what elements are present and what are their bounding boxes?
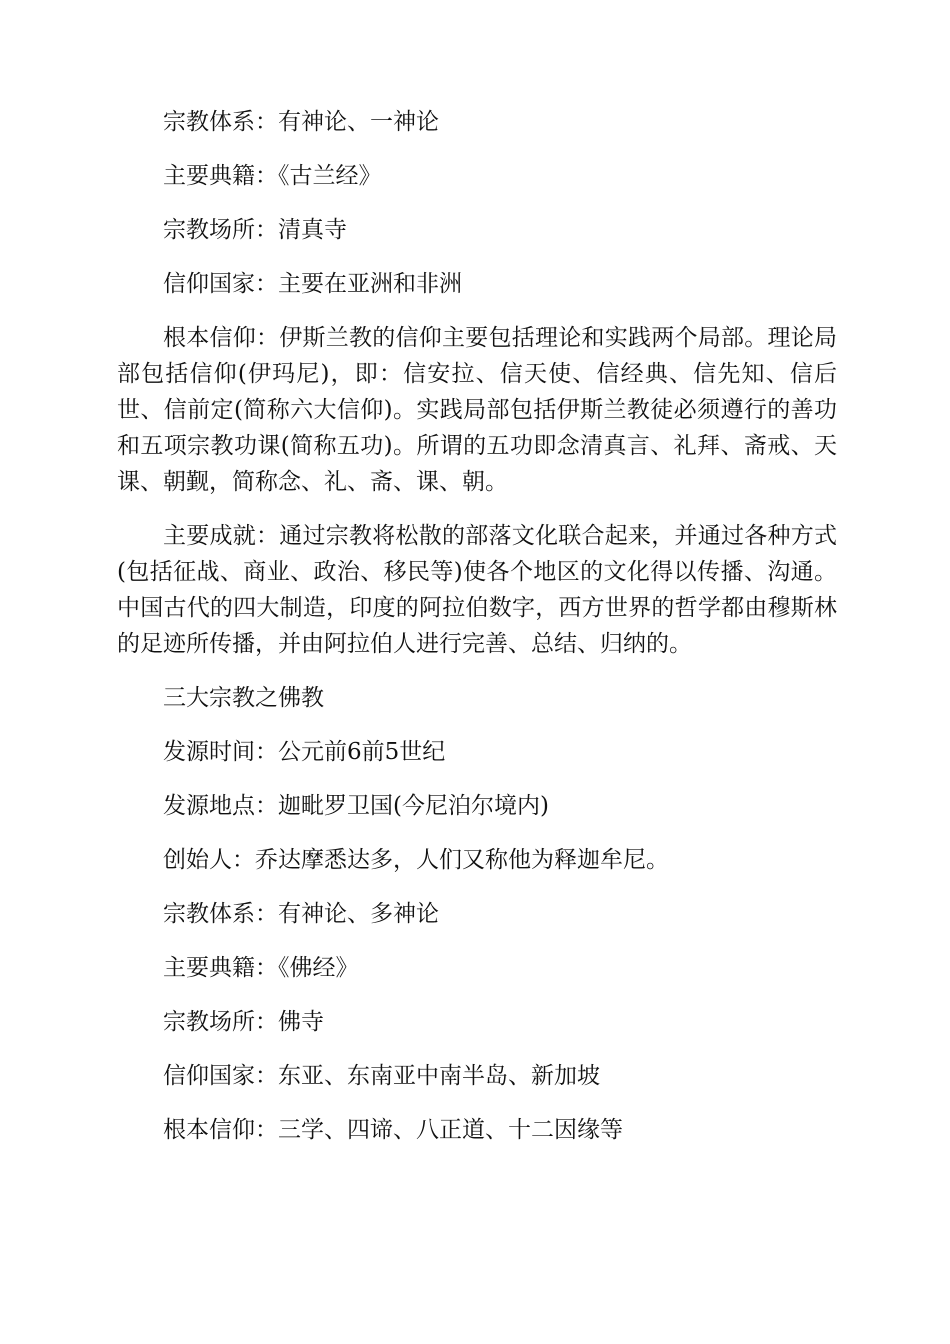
paragraph-buddhism-system: 宗教体系：有神论、多神论 xyxy=(163,901,439,927)
paragraph-islam-venue: 宗教场所：清真寺 xyxy=(163,217,347,243)
paragraph-buddhism-founder: 创始人：乔达摩悉达多，人们又称他为释迦牟尼。 xyxy=(163,847,669,873)
paragraph-islam-scripture: 主要典籍：《古兰经》 xyxy=(163,163,382,189)
paragraph-buddhism-venue: 宗教场所：佛寺 xyxy=(163,1009,324,1035)
paragraph-islam-achievement: 主要成就：通过宗教将松散的部落文化联合起来，并通过各种方式(包括征战、商业、政治、移民等)使各个地区的文化得以传播、沟通。中国古代的四大制造，印度的阿拉伯数字，西方世界的哲学都由穆斯林的足迹所传播，并由阿拉伯人进行完善、总结、归纳的。 xyxy=(117,523,837,657)
paragraph-buddhism-belief: 根本信仰：三学、四谛、八正道、十二因缘等 xyxy=(163,1117,623,1143)
document-body xyxy=(117,104,837,1166)
section-heading-buddhism: 三大宗教之佛教 xyxy=(163,685,324,711)
paragraph-buddhism-countries: 信仰国家：东亚、东南亚中南半岛、新加坡 xyxy=(163,1063,600,1089)
paragraph-buddhism-origin-place: 发源地点：迦毗罗卫国(今尼泊尔境内) xyxy=(163,793,549,819)
paragraph-buddhism-scripture: 主要典籍：《佛经》 xyxy=(163,955,359,981)
paragraph-islam-belief: 根本信仰：伊斯兰教的信仰主要包括理论和实践两个局部。理论局部包括信仰(伊玛尼)，即：信安拉、信天使、信经典、信先知、信后世、信前定(简称六大信仰)。实践局部包括伊斯兰教徒必须遵行的善功和五项宗教功课(简称五功)。所谓的五功即念清真言、礼拜、斋戒、天课、朝觐，简称念、礼、斋、课、朝。 xyxy=(117,325,837,495)
paragraph-islam-system: 宗教体系：有神论、一神论 xyxy=(163,109,439,135)
paragraph-buddhism-origin-time: 发源时间：公元前6前5世纪 xyxy=(163,739,446,765)
paragraph-islam-countries: 信仰国家：主要在亚洲和非洲 xyxy=(163,271,462,297)
